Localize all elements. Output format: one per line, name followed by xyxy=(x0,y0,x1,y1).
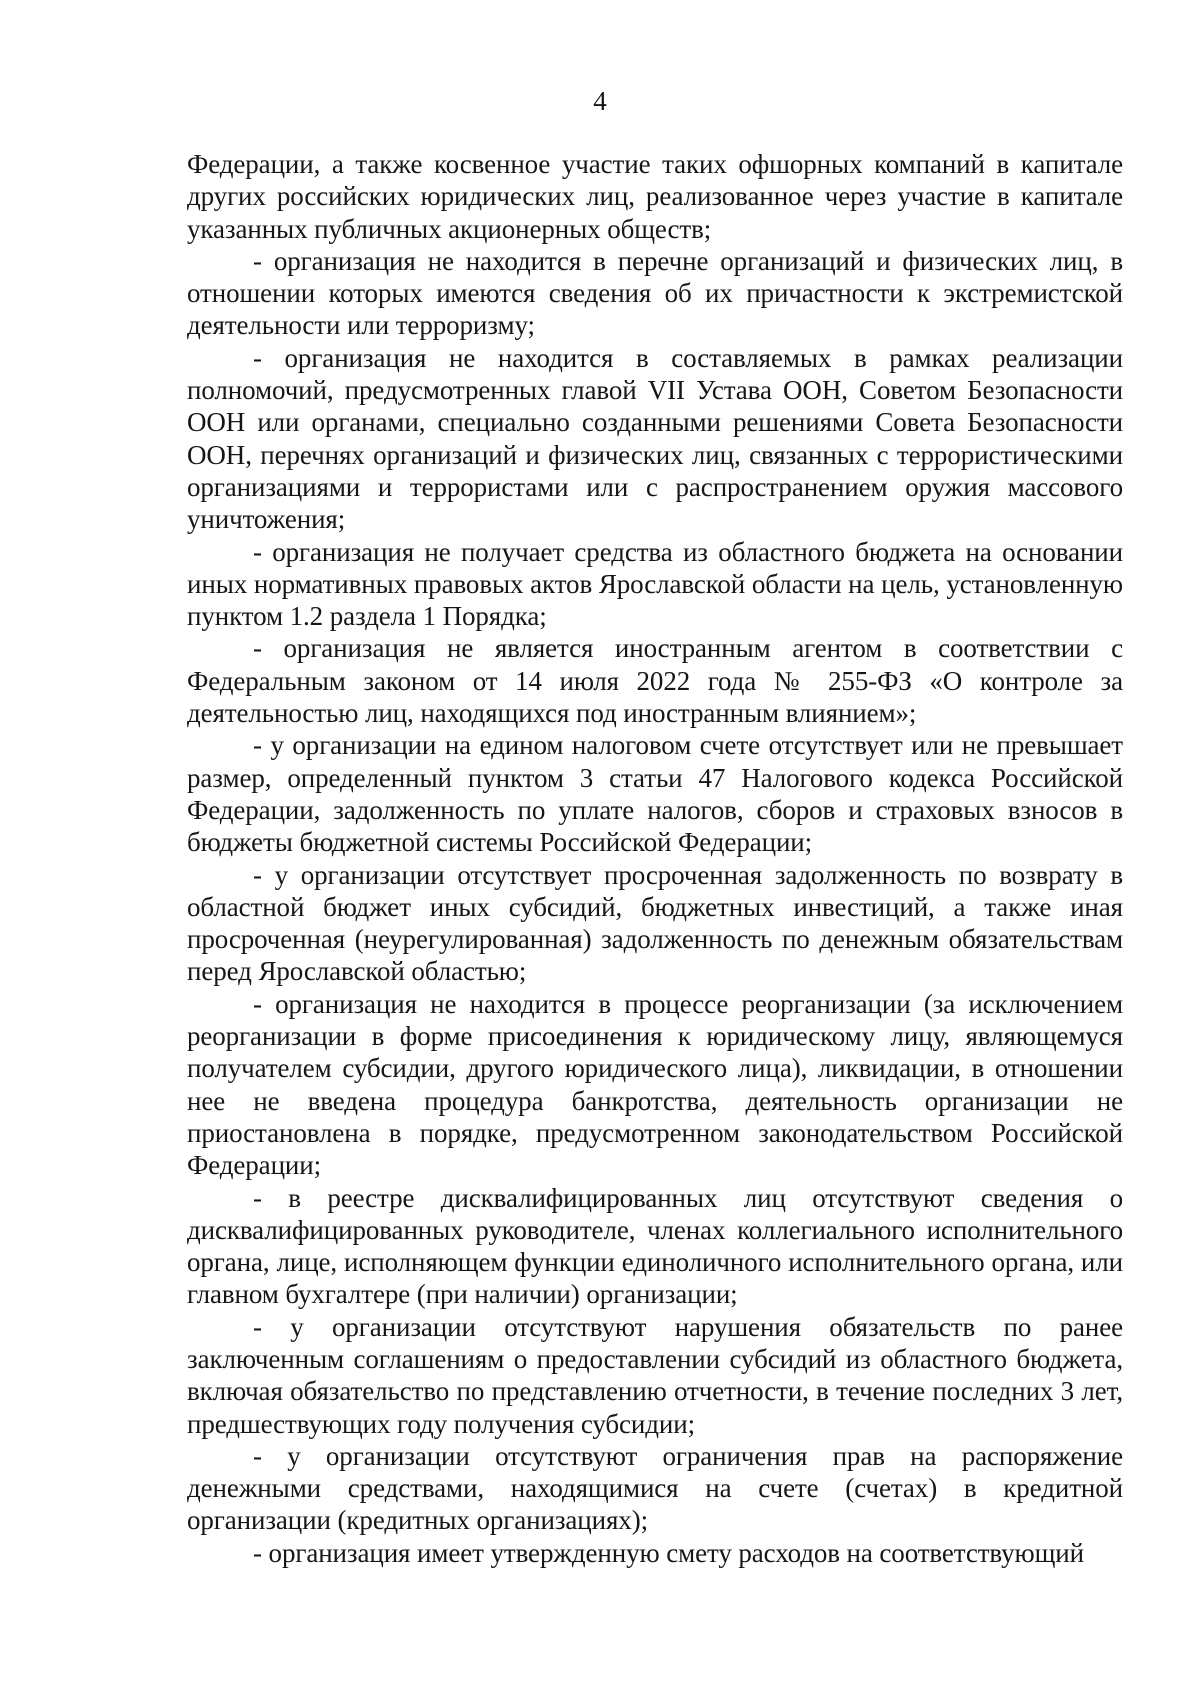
paragraph-extremism-list: - организация не находится в перечне организаций и физических лиц, в отношении которых имеются сведения об их причастности к экстремистской деятельности или терроризму; xyxy=(187,245,1123,341)
paragraph-expense-estimate: - организация имеет утвержденную смету расходов на соответствующий xyxy=(253,1537,1085,1568)
paragraph-un-lists: - организация не находится в составляемых в рамках реализации полномочий, предусмотренных главой VII Устава ООН, Советом Безопасности ООН или органами, специально созданными решениями Совета Безопасности ООН, перечнях организаций и физических лиц, связанных с террористическими организациями и террористами или с распространением оружия массового уничтожения; xyxy=(187,342,1123,535)
paragraph-budget-funds: - организация не получает средства из областного бюджета на основании иных нормативных правовых актов Ярославской области на цель, установленную пунктом 1.2 раздела 1 Порядка; xyxy=(187,536,1123,632)
paragraph-tax-debt: - у организации на едином налоговом счете отсутствует или не превышает размер, определенный пунктом 3 статьи 47 Налогового кодекса Российской Федерации, задолженность по уплате налогов, сборов и страховых взносов в бюджеты бюджетной системы Российской Федерации; xyxy=(187,730,1123,858)
paragraph-disqualified-registry: - в реестре дисквалифицированных лиц отсутствуют сведения о дисквалифицированных руководителе, членах коллегиального исполнительного органа, лице, исполняющем функции единоличного исполнительного органа, или главном бухгалтере (при наличии) организации; xyxy=(187,1182,1123,1310)
body-text xyxy=(187,148,1123,1569)
paragraph-reorganization: - организация не находится в процессе реорганизации (за исключением реорганизации в форме присоединения к юридическому лицу, являющемуся получателем субсидии, другого юридического лица), ликвидации, в отношении нее не введена процедура банкротства, деятельность организации не приостановлена в порядке, предусмотренном законодательством Российской Федерации; xyxy=(187,988,1123,1181)
paragraph-overdue-debt: - у организации отсутствует просроченная задолженность по возврату в областной бюджет иных субсидий, бюджетных инвестиций, а также иная просроченная (неурегулированная) задолженность по денежным обязательствам перед Ярославской областью; xyxy=(187,859,1123,987)
paragraph-foreign-agent: - организация не является иностранным агентом в соответствии с Федеральным законом от 14 июля 2022 года № 255-ФЗ «О контроле за деятельностью лиц, находящихся под иностранным влиянием»; xyxy=(187,633,1123,729)
paragraph-continuation: Федерации, а также косвенное участие таких офшорных компаний в капитале других российских юридических лиц, реализованное через участие в капитале указанных публичных акционерных обществ; xyxy=(187,149,1123,244)
paragraph-obligations: - у организации отсутствуют нарушения обязательств по ранее заключенным соглашениям о предоставлении субсидий из областного бюджета, включая обязательство по представлению отчетности, в течение последних 3 лет, предшествующих году получения субсидии; xyxy=(187,1311,1123,1439)
page-number: 4 xyxy=(593,86,607,116)
paragraph-account-restrictions: - у организации отсутствуют ограничения прав на распоряжение денежными средствами, находящимися на счете (счетах) в кредитной организации (кредитных организациях); xyxy=(187,1440,1123,1536)
